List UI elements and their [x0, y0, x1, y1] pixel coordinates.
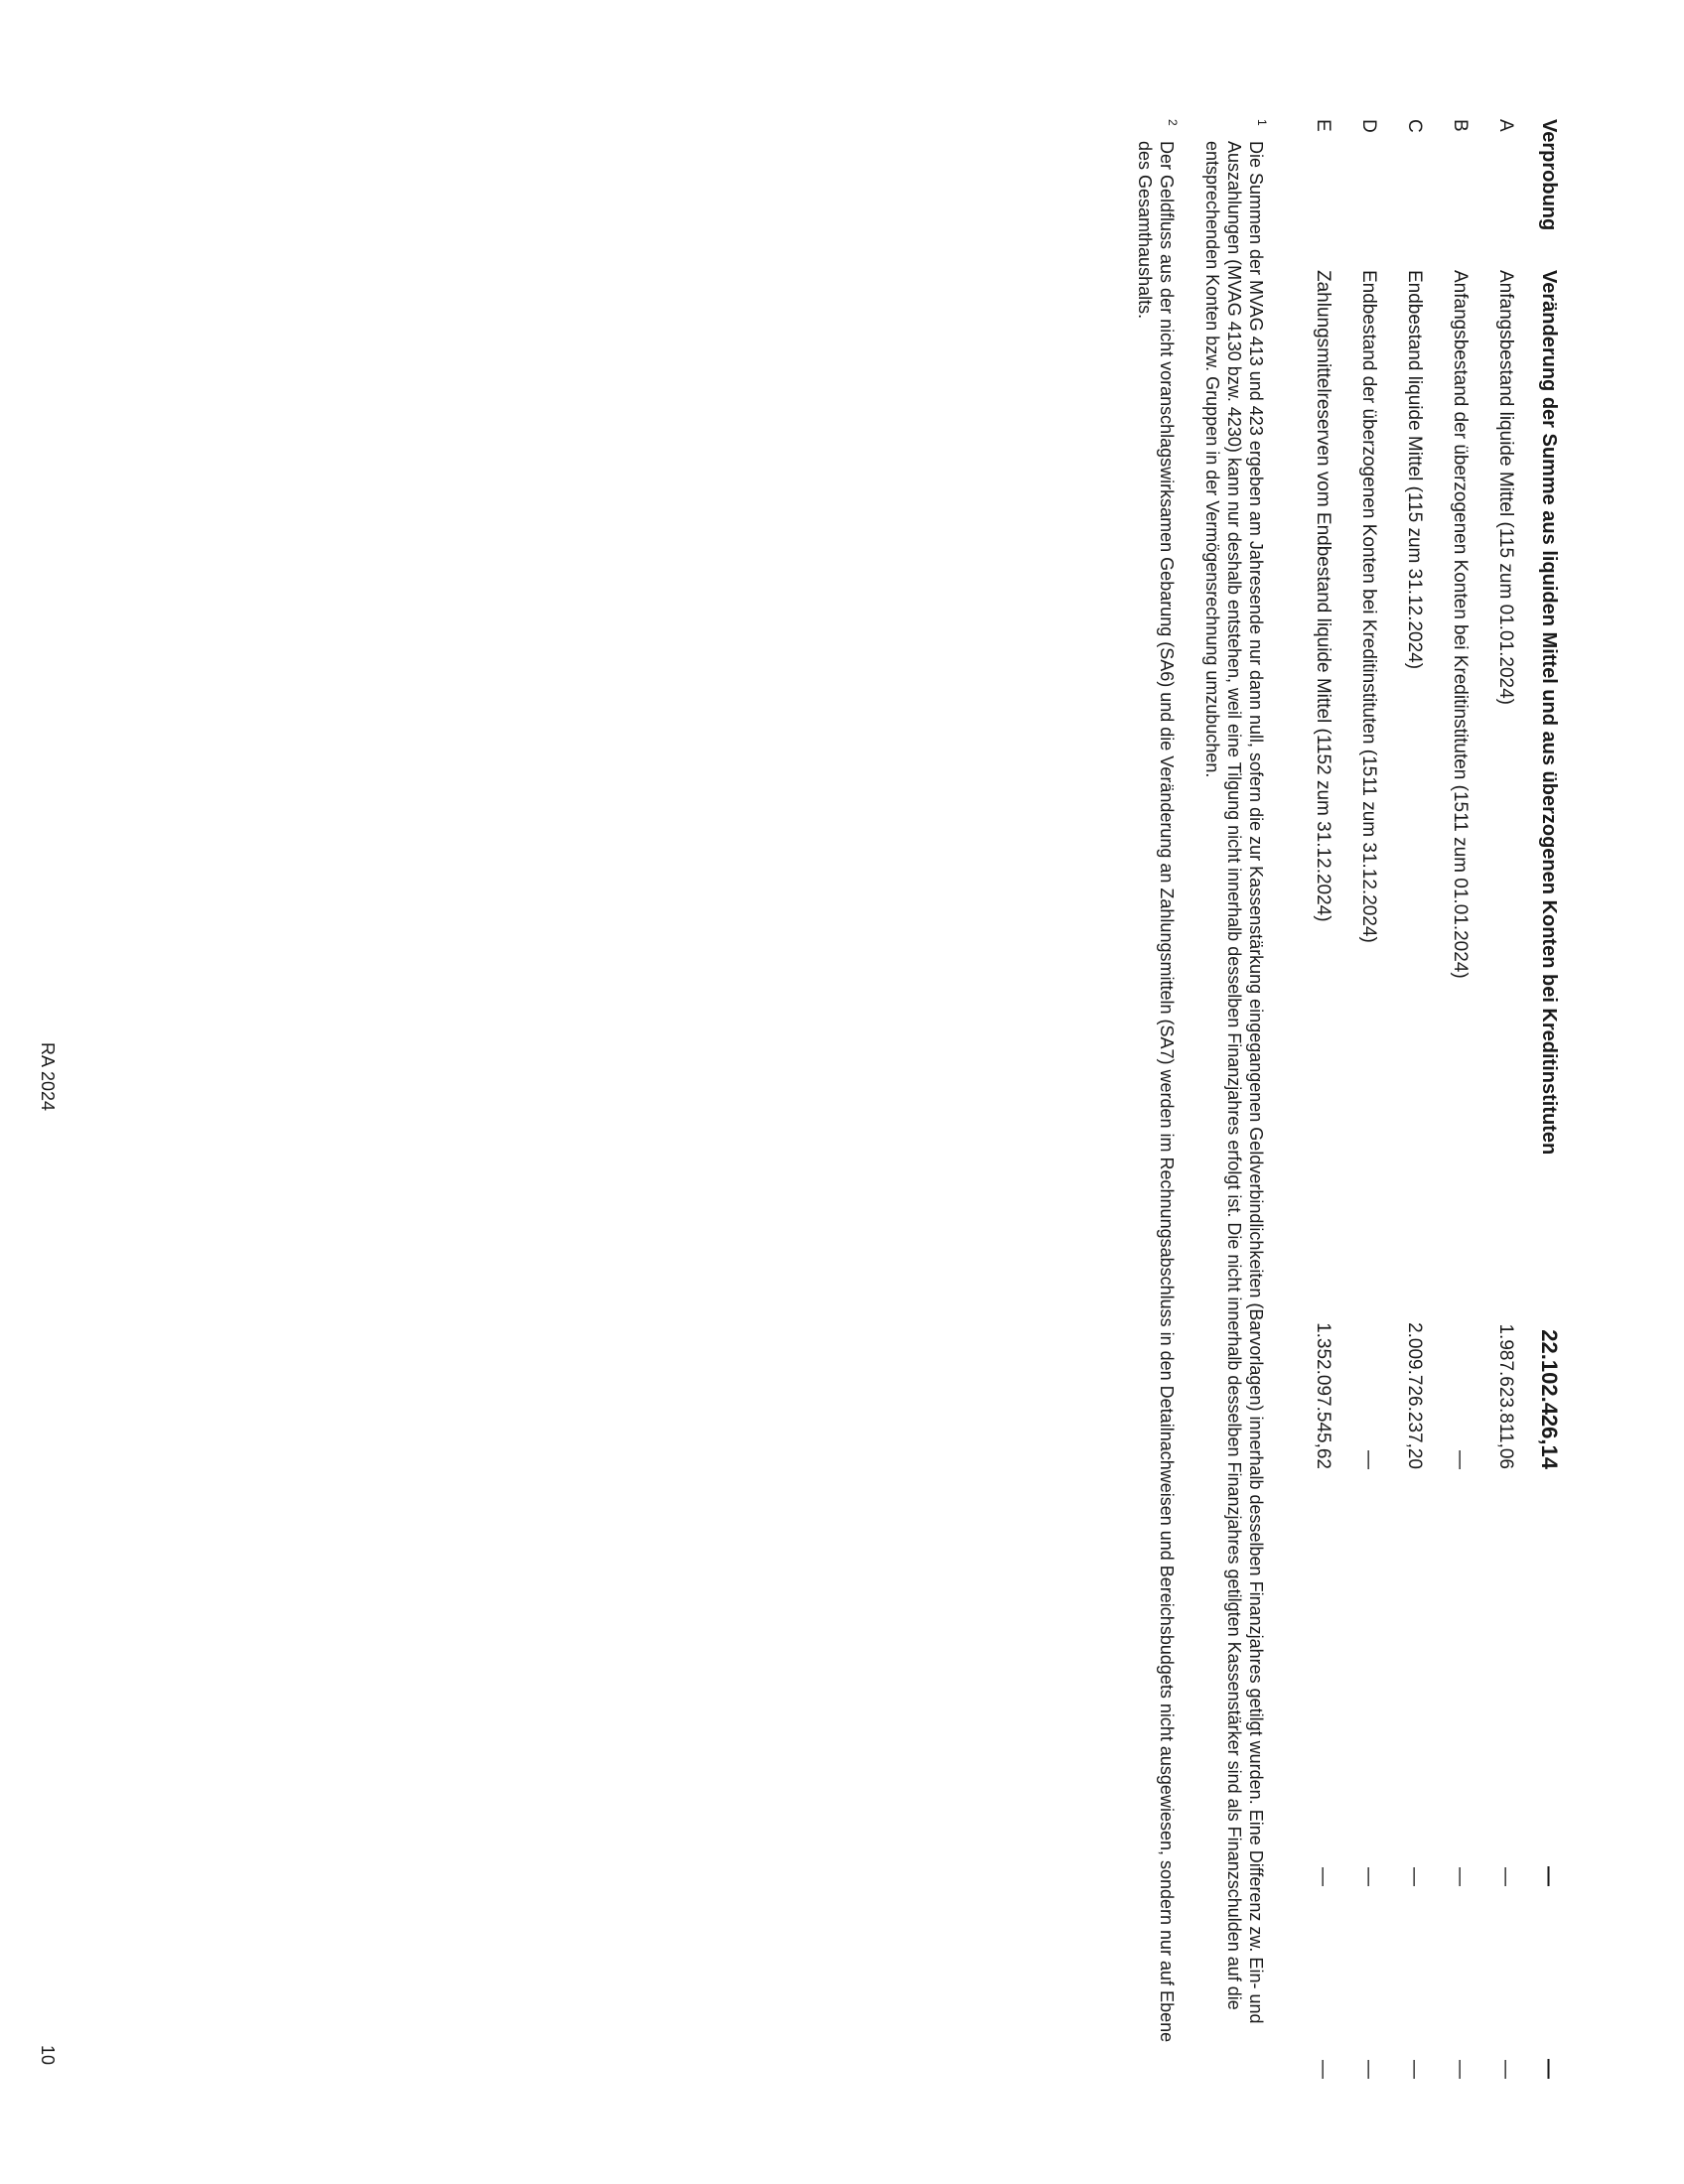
row-value-1: 2.009.726.237,20 — [1404, 1322, 1425, 1469]
footnote-number: 2 — [1166, 119, 1180, 126]
footer-report-label: RA 2024 — [38, 1042, 58, 1112]
table-row — [1479, 0, 1519, 2184]
row-text: Zahlungsmittelreserven vom Endbestand liquide Mittel (1152 zum 31.12.2024) — [1313, 270, 1333, 922]
row-value-1: — — [1358, 1450, 1379, 1469]
table-row — [1297, 0, 1336, 2184]
row-value-3: — — [1404, 2060, 1425, 2079]
row-value-3: — — [1358, 2060, 1379, 2079]
row-label: D — [1358, 119, 1379, 133]
row-text: Anfangsbestand liquide Mittel (115 zum 01.01.2024) — [1495, 270, 1516, 705]
row-text: Endbestand liquide Mittel (115 zum 31.12.2024) — [1404, 270, 1425, 670]
footnote-text: Die Summen der MVAG 413 und 423 ergeben am Jahresende nur dann null, sofern die zur Kassenstärkung eingegangenen Geldverbindlichkeiten (Barvorlagen) innerhalb desselben Finanzjahres getilgt wurden. Eine Differenz zw. Ein- und Auszahlungen (MVAG 4130 bzw. 4230) kann nur deshalb entstehen, weil eine Tilgung nicht innerhalb desselben Finanzjahres erfolgt ist. Die nicht innerhalb desselben Finanzjahres getilgten Kassenstärker sind als Finanzschulden auf die entsprechenden Konten bzw. Gruppen in der Vermögensrechnung umzubuchen. — [1202, 141, 1266, 2024]
title-text: Veränderung der Summe aus liquiden Mittel und aus überzogenen Konten bei Kreditinstituten — [1538, 270, 1560, 1156]
table-title-row — [1523, 0, 1563, 2184]
row-value-1: 1.987.623.811,06 — [1495, 1323, 1516, 1469]
row-value-3: — — [1495, 2060, 1516, 2079]
row-value-2: — — [1404, 1867, 1425, 1886]
row-value-2: — — [1313, 1867, 1333, 1886]
row-label: E — [1313, 119, 1333, 132]
page-number: 10 — [38, 2045, 58, 2066]
row-text: Endbestand der überzogenen Konten bei Kreditinstituten (1511 zum 31.12.2024) — [1358, 270, 1379, 943]
title-label: Verprobung — [1538, 119, 1560, 231]
footnote-text: Der Geldfluss aus der nicht voranschlagswirksamen Gebarung (SA6) und die Veränderung an Zahlungsmitteln (SA7) werden im Rechnungsabschluss in den Detailnachweisen und Bereichsbudgets nicht ausgewiesen, sondern nur auf Ebene des Gesamthaushalts. — [1135, 141, 1177, 2043]
table-row — [1342, 0, 1382, 2184]
row-value-3: — — [1313, 2060, 1333, 2079]
row-label: C — [1404, 119, 1425, 133]
table-row — [1388, 0, 1428, 2184]
title-value-1: 22.102.426,14 — [1537, 1329, 1562, 1469]
title-value-2: — — [1538, 1866, 1560, 1886]
row-text: Anfangsbestand der überzogenen Konten bei Kreditinstituten (1511 zum 01.01.2024) — [1450, 270, 1471, 979]
row-label: B — [1450, 119, 1471, 132]
footnote — [1134, 119, 1178, 2065]
row-value-2: — — [1358, 1867, 1379, 1886]
footnote — [1201, 119, 1267, 2065]
row-value-3: — — [1450, 2060, 1471, 2079]
row-value-2: — — [1495, 1867, 1516, 1886]
footnote-number: 1 — [1255, 119, 1269, 126]
row-label: A — [1495, 119, 1516, 132]
row-value-2: — — [1450, 1867, 1471, 1886]
row-value-1: — — [1450, 1450, 1471, 1469]
title-value-3: — — [1538, 2059, 1560, 2079]
table-row — [1434, 0, 1474, 2184]
row-value-1: 1.352.097.545,62 — [1313, 1322, 1333, 1469]
